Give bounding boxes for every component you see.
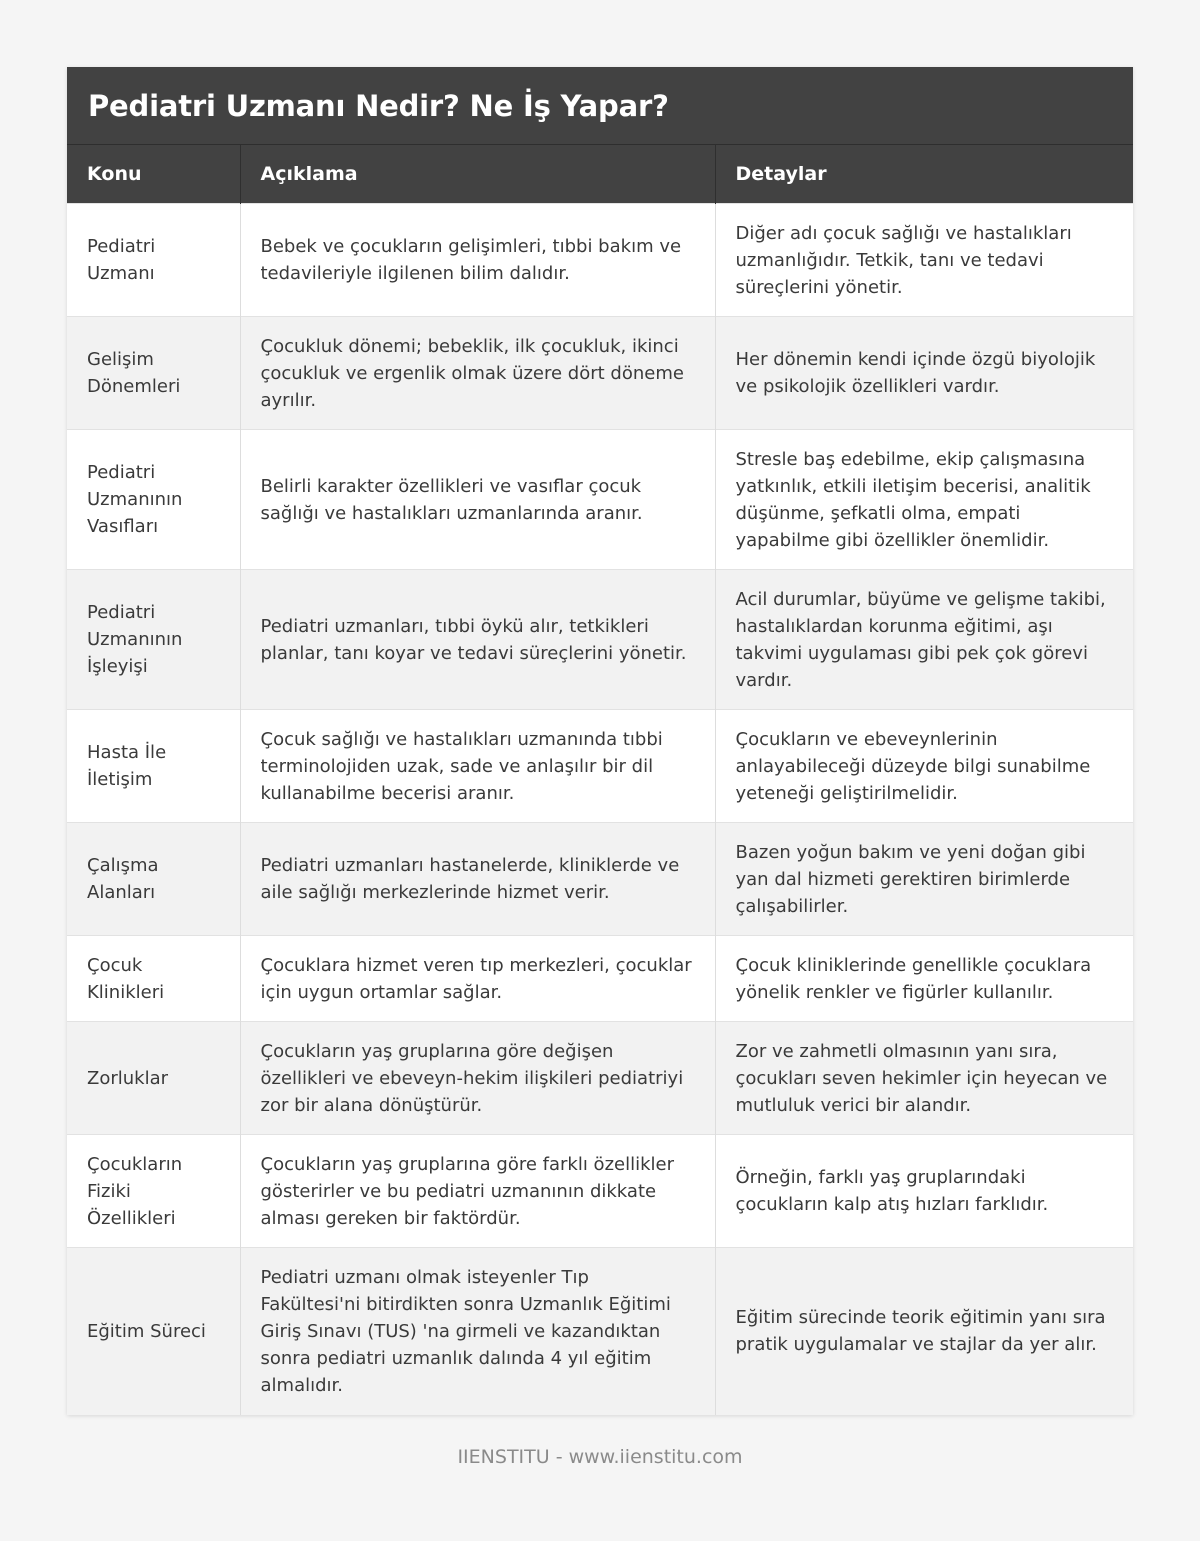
cell-topic: Zorluklar	[67, 1022, 240, 1135]
table-row	[67, 1022, 1133, 1135]
column-header-aciklama: Açıklama	[240, 145, 715, 204]
cell-topic: Çocukların Fiziki Özellikleri	[67, 1135, 240, 1248]
footer-credit: IIENSTITU - www.iienstitu.com	[457, 1446, 743, 1468]
cell-topic: Pediatri Uzmanının İşleyişi	[67, 570, 240, 710]
cell-topic: Pediatri Uzmanı	[67, 204, 240, 317]
cell-description: Pediatri uzmanı olmak isteyenler Tıp Fakültesi'ni bitirdikten sonra Uzmanlık Eğitimi Giriş Sınavı (TUS) 'na girmeli ve kazandıktan sonra pediatri uzmanlık dalında 4 yıl eğitim almalıdır.	[240, 1248, 715, 1415]
cell-description: Belirli karakter özellikleri ve vasıflar çocuk sağlığı ve hastalıkları uzmanlarında aranır.	[240, 430, 715, 570]
cell-details: Stresle baş edebilme, ekip çalışmasına yatkınlık, etkili iletişim becerisi, analitik düşünme, şefkatli olma, empati yapabilme gibi özellikler önemlidir.	[715, 430, 1133, 570]
cell-details: Örneğin, farklı yaş gruplarındaki çocukların kalp atış hızları farklıdır.	[715, 1135, 1133, 1248]
cell-topic: Pediatri Uzmanının Vasıfları	[67, 430, 240, 570]
cell-description: Çocukluk dönemi; bebeklik, ilk çocukluk, ikinci çocukluk ve ergenlik olmak üzere dört döneme ayrılır.	[240, 317, 715, 430]
table-row	[67, 710, 1133, 823]
cell-description: Pediatri uzmanları, tıbbi öykü alır, tetkikleri planlar, tanı koyar ve tedavi süreçlerini yönetir.	[240, 570, 715, 710]
table-row	[67, 204, 1133, 317]
cell-details: Her dönemin kendi içinde özgü biyolojik ve psikolojik özellikleri vardır.	[715, 317, 1133, 430]
table-row	[67, 1135, 1133, 1248]
cell-description: Bebek ve çocukların gelişimleri, tıbbi bakım ve tedavileriyle ilgilenen bilim dalıdır.	[240, 204, 715, 317]
cell-topic: Eğitim Süreci	[67, 1248, 240, 1415]
cell-topic: Çocuk Klinikleri	[67, 936, 240, 1022]
page-title: Pediatri Uzmanı Nedir? Ne İş Yapar?	[88, 88, 669, 123]
table-row	[67, 936, 1133, 1022]
cell-details: Çocukların ve ebeveynlerinin anlayabileceği düzeyde bilgi sunabilme yeteneği geliştirilmelidir.	[715, 710, 1133, 823]
cell-description: Çocuklara hizmet veren tıp merkezleri, çocuklar için uygun ortamlar sağlar.	[240, 936, 715, 1022]
cell-details: Eğitim sürecinde teorik eğitimin yanı sıra pratik uygulamalar ve stajlar da yer alır.	[715, 1248, 1133, 1415]
title-bar	[67, 67, 1133, 145]
cell-description: Çocukların yaş gruplarına göre farklı özellikler gösterirler ve bu pediatri uzmanının dikkate alması gereken bir faktördür.	[240, 1135, 715, 1248]
cell-description: Çocukların yaş gruplarına göre değişen özellikleri ve ebeveyn-hekim ilişkileri pediatriyi zor bir alana dönüştürür.	[240, 1022, 715, 1135]
info-table	[67, 145, 1133, 1415]
table-row	[67, 317, 1133, 430]
cell-details: Acil durumlar, büyüme ve gelişme takibi, hastalıklardan korunma eğitimi, aşı takvimi uygulaması gibi pek çok görevi vardır.	[715, 570, 1133, 710]
cell-details: Zor ve zahmetli olmasının yanı sıra, çocukları seven hekimler için heyecan ve mutluluk verici bir alandır.	[715, 1022, 1133, 1135]
cell-topic: Çalışma Alanları	[67, 823, 240, 936]
table-row	[67, 823, 1133, 936]
cell-description: Pediatri uzmanları hastanelerde, kliniklerde ve aile sağlığı merkezlerinde hizmet verir.	[240, 823, 715, 936]
cell-topic: Gelişim Dönemleri	[67, 317, 240, 430]
cell-topic: Hasta İle İletişim	[67, 710, 240, 823]
column-header-detaylar: Detaylar	[715, 145, 1133, 204]
column-header-konu: Konu	[67, 145, 240, 204]
cell-details: Bazen yoğun bakım ve yeni doğan gibi yan dal hizmeti gerektiren birimlerde çalışabilirler.	[715, 823, 1133, 936]
cell-details: Çocuk kliniklerinde genellikle çocuklara yönelik renkler ve figürler kullanılır.	[715, 936, 1133, 1022]
table-header-row	[67, 145, 1133, 204]
table-row	[67, 430, 1133, 570]
table-row	[67, 1248, 1133, 1415]
cell-details: Diğer adı çocuk sağlığı ve hastalıkları uzmanlığıdır. Tetkik, tanı ve tedavi süreçlerini yönetir.	[715, 204, 1133, 317]
cell-description: Çocuk sağlığı ve hastalıkları uzmanında tıbbi terminolojiden uzak, sade ve anlaşılır bir dil kullanabilme becerisi aranır.	[240, 710, 715, 823]
content-card	[67, 67, 1133, 1415]
table-row	[67, 570, 1133, 710]
